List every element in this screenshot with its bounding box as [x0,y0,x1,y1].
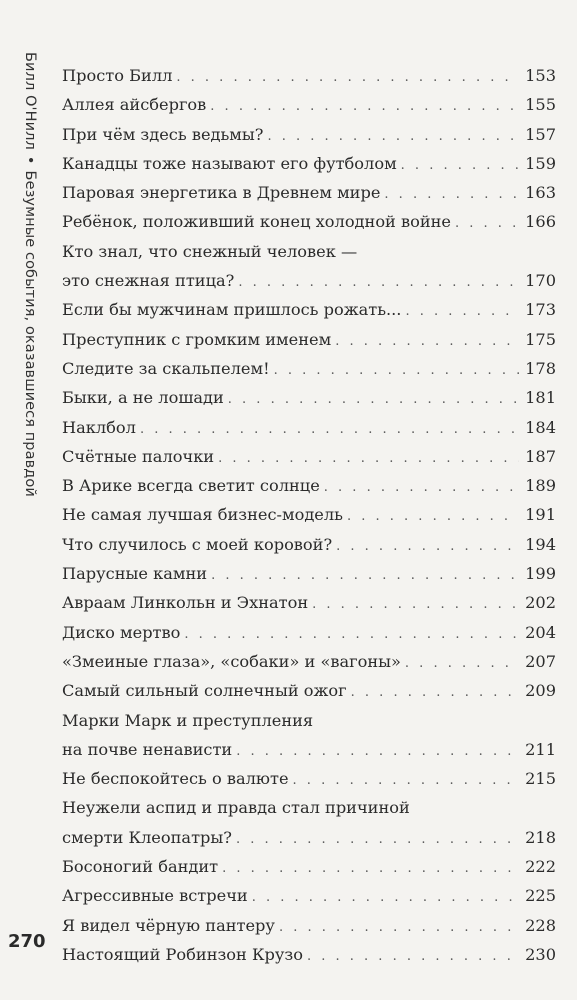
toc-entry [62,178,556,207]
toc-entry-title: Авраам Линкольн и Эхнатон [62,593,309,613]
toc-entry-title: Ребёнок, положивший конец холодной войне [62,212,452,232]
dot-leader [210,92,519,121]
toc-entry [62,881,556,910]
toc-entry-title: При чём здесь ведьмы? [62,124,264,144]
toc-entry-title: Аллея айсбергов [62,95,207,115]
toc-entry [62,911,556,940]
running-header [14,52,44,522]
dot-leader [176,63,519,92]
toc-entry [62,149,556,178]
toc-entry-title: Самый сильный солнечный ожог [62,681,347,701]
running-header-separator: • [22,155,38,165]
toc-entry-line [62,559,556,588]
toc-entry-page-number: 191 [525,505,556,525]
toc-entry-page-number: 189 [525,476,556,496]
dot-leader [293,766,520,795]
toc-entry-line [62,500,556,529]
toc-entry-page-number: 211 [525,739,556,759]
dot-leader [184,620,519,649]
toc-entry-title: Наклбол [62,417,136,437]
toc-entry-title: Быки, а не лошади [62,388,224,408]
toc-entry-page-number: 184 [525,417,556,437]
running-header-author: Билл О'Нилл [22,52,38,150]
toc-entry-page-number: 187 [525,446,556,466]
toc-entry [62,442,556,471]
toc-entry [62,413,556,442]
toc-entry-page-number: 153 [525,66,556,85]
toc-entry-title: Агрессивные встречи [62,886,248,906]
toc-entry-line [62,354,556,383]
toc-entry-line [62,852,556,881]
toc-entry-line [62,588,556,617]
dot-leader [238,268,519,297]
toc-entry-line [62,442,556,471]
toc-entry-line [62,178,556,207]
dot-leader [351,678,519,707]
toc-entry-line [62,764,556,793]
toc-entry-page-number: 207 [525,651,556,671]
dot-leader [324,473,519,502]
toc-entry [62,61,556,90]
toc-entry [62,90,556,119]
dot-leader [267,122,519,151]
toc-entry [62,120,556,149]
toc-entry-title: «Змеиные глаза», «собаки» и «вагоны» [62,651,401,671]
toc-entry-page-number: 157 [525,124,556,144]
toc-entry-title: Кто знал, что снежный человек — [62,241,358,261]
toc-entry-line [62,120,556,149]
toc-entry-page-number: 215 [525,769,556,789]
toc-entry-title: Канадцы тоже называют его футболом [62,153,397,173]
toc-entry [62,471,556,500]
toc-entry-title: Следите за скальпелем! [62,358,270,378]
toc-entry-title: Не беспокойтесь о валюте [62,769,289,789]
toc-entry [62,207,556,236]
dot-leader [252,883,519,912]
toc-entry [62,559,556,588]
toc-entry-line [62,676,556,705]
running-header-book-title: Безумные события, оказавшиеся правдой [22,170,38,497]
toc-entry-line [62,647,556,676]
toc-entry-page-number: 166 [525,212,556,232]
toc-entry [62,706,556,765]
toc-entry [62,383,556,412]
toc-entry-title: Что случилось с моей коровой? [62,534,333,554]
toc-entry-page-number: 225 [525,886,556,906]
toc-entry-title: Настоящий Робинзон Крузо [62,944,303,964]
toc-entry-line [62,823,556,852]
toc-entry-page-number: 159 [525,153,556,173]
dot-leader [384,180,519,209]
toc-entry-line [62,413,556,442]
toc-entry-title: Марки Марк и преступления [62,710,314,730]
dot-leader [347,502,519,531]
toc-entry-line [62,530,556,559]
toc-entry-page-number: 199 [525,564,556,584]
toc-entry-title: Я видел чёрную пантеру [62,915,275,935]
toc-entry-line [62,735,556,764]
toc-entry-line [62,706,556,735]
dot-leader [307,942,519,971]
toc-entry [62,852,556,881]
toc-entry-page-number: 175 [525,329,556,349]
dot-leader [236,825,519,854]
toc-entry-title: Если бы мужчинам пришлось рожать... [62,300,402,320]
toc-entry-line [62,61,556,90]
toc-entry [62,530,556,559]
toc-entry-line [62,471,556,500]
toc-entry [62,325,556,354]
dot-leader [405,297,519,326]
toc-entry-page-number: 202 [525,593,556,613]
toc-entry-line [62,325,556,354]
dot-leader [228,385,519,414]
toc-entry-title: это снежная птица? [62,271,235,291]
toc-entry-title: смерти Клеопатры? [62,827,232,847]
toc-entry [62,500,556,529]
toc-entry-title: Счётные палочки [62,446,215,466]
toc-entry-line [62,793,556,822]
toc-entry [62,588,556,617]
toc-entry-line [62,266,556,295]
toc-entry-page-number: 218 [525,827,556,847]
toc-entry-line [62,881,556,910]
toc-entry-title: Не самая лучшая бизнес-модель [62,505,343,525]
toc-entry-page-number: 170 [525,271,556,291]
toc-entry-line [62,383,556,412]
dot-leader [140,415,519,444]
toc-entry-title: Босоногий бандит [62,857,219,877]
toc-entry-title: Парусные камни [62,564,208,584]
toc-entry-page-number: 194 [525,534,556,554]
dot-leader [335,327,519,356]
toc-entry [62,793,556,852]
toc-entry-page-number: 155 [525,95,556,115]
dot-leader [312,590,519,619]
table-of-contents [62,61,556,969]
toc-entry-page-number: 204 [525,622,556,642]
toc-entry-title: Преступник с громким именем [62,329,332,349]
toc-entry-page-number: 173 [525,300,556,320]
toc-entry-page-number: 181 [525,388,556,408]
toc-entry [62,354,556,383]
toc-entry-page-number: 178 [525,358,556,378]
dot-leader [222,854,519,883]
toc-entry-page-number: 230 [525,944,556,964]
toc-entry-line [62,237,556,266]
dot-leader [211,561,519,590]
toc-entry-line [62,295,556,324]
toc-entry [62,940,556,969]
toc-entry-title: Паровая энергетика в Древнем мире [62,183,381,203]
toc-entry [62,764,556,793]
toc-entry-title: Диско мертво [62,622,181,642]
toc-entry-title: Неужели аспид и правда стал причиной [62,798,410,818]
toc-entry-line [62,940,556,969]
toc-entry-page-number: 209 [525,681,556,701]
toc-entry-line [62,618,556,647]
toc-entry [62,237,556,296]
toc-entry-title: на почве ненависти [62,739,233,759]
toc-entry-line [62,149,556,178]
toc-entry-page-number: 163 [525,183,556,203]
page-number: 270 [8,931,46,952]
dot-leader [218,444,519,473]
toc-entry-page-number: 222 [525,857,556,877]
toc-entry [62,295,556,324]
toc-entry [62,618,556,647]
dot-leader [405,649,519,678]
dot-leader [279,913,519,942]
toc-entry-line [62,911,556,940]
toc-entry [62,676,556,705]
dot-leader [455,209,519,238]
toc-entry-title: Просто Билл [62,66,173,85]
toc-entry-line [62,207,556,236]
toc-entry-page-number: 228 [525,915,556,935]
dot-leader [236,737,519,766]
dot-leader [274,356,520,385]
toc-entry [62,647,556,676]
dot-leader [401,151,519,180]
running-header-text [22,52,38,497]
toc-entry-line [62,90,556,119]
toc-entry-title: В Арике всегда светит солнце [62,476,320,496]
dot-leader [336,532,519,561]
